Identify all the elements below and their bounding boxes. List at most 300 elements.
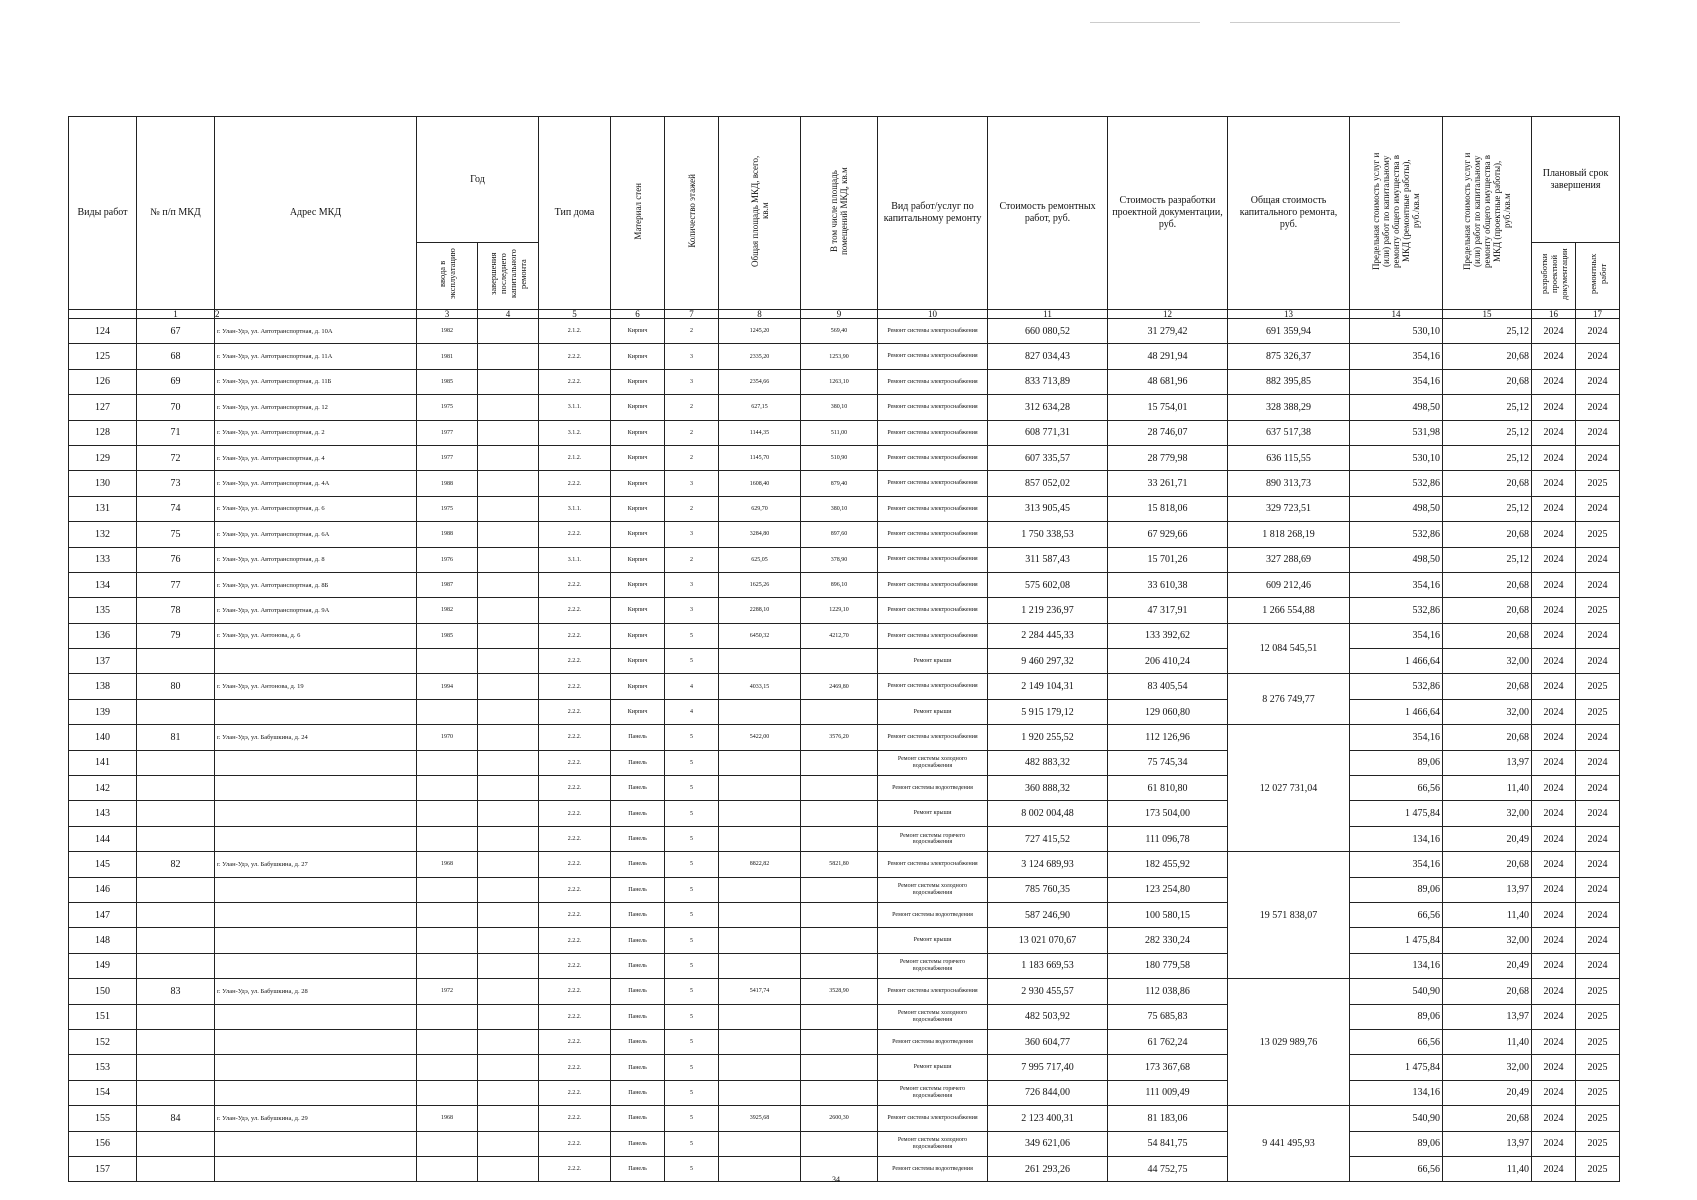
scan-artifact-top — [1090, 22, 1200, 23]
cell-area-rooms — [801, 649, 878, 674]
table-row — [69, 776, 1620, 801]
cell-area-total: 3925,68 — [719, 1106, 801, 1131]
cell-area-total — [719, 826, 801, 851]
cell-floors: 5 — [665, 1004, 719, 1029]
col-work-types: Виды работ — [69, 117, 137, 310]
cell-area-total — [719, 928, 801, 953]
cell-address — [215, 1029, 417, 1054]
cell-deadline-repair: 2024 — [1576, 547, 1620, 572]
cell-cost-repair: 313 905,45 — [988, 496, 1108, 521]
cell-house-type: 2.2.2. — [539, 598, 611, 623]
cell-row-number: 152 — [69, 1029, 137, 1054]
cell-area-total — [719, 649, 801, 674]
cell-mkd-number: 72 — [137, 445, 215, 470]
cell-area-rooms — [801, 902, 878, 927]
cell-deadline-design: 2024 — [1532, 699, 1576, 724]
cell-year-last-repair — [478, 699, 539, 724]
cell-house-type: 2.2.2. — [539, 572, 611, 597]
cell-limit-repair: 530,10 — [1350, 319, 1443, 344]
cell-year-last-repair — [478, 1004, 539, 1029]
cell-cost-total: 1 266 554,88 — [1228, 598, 1350, 623]
cell-mkd-number: 73 — [137, 471, 215, 496]
cell-area-total: 1144,35 — [719, 420, 801, 445]
col-area-rooms — [801, 117, 878, 310]
cell-deadline-repair: 2024 — [1576, 496, 1620, 521]
cell-floors: 5 — [665, 902, 719, 927]
cell-cost-design: 15 701,26 — [1108, 547, 1228, 572]
cell-cost-design: 33 610,38 — [1108, 572, 1228, 597]
cell-work-kind: Ремонт системы электроснабжения — [878, 979, 988, 1004]
cell-deadline-repair: 2025 — [1576, 1055, 1620, 1080]
cell-year-last-repair — [478, 319, 539, 344]
cell-year-entry — [417, 928, 478, 953]
cell-deadline-design: 2024 — [1532, 1029, 1576, 1054]
cell-limit-repair: 89,06 — [1350, 877, 1443, 902]
cell-work-kind: Ремонт системы горячего водоснабжения — [878, 1080, 988, 1105]
cell-wall-material: Панель — [611, 776, 665, 801]
cell-deadline-repair: 2025 — [1576, 471, 1620, 496]
cell-deadline-design: 2024 — [1532, 776, 1576, 801]
cell-mkd-number — [137, 699, 215, 724]
cell-mkd-number: 78 — [137, 598, 215, 623]
cell-limit-design: 25,12 — [1443, 445, 1532, 470]
cell-wall-material: Панель — [611, 801, 665, 826]
col-floors-label: Количество этажей — [686, 174, 697, 248]
cell-work-kind: Ремонт крыши — [878, 699, 988, 724]
cell-deadline-repair: 2025 — [1576, 1106, 1620, 1131]
col-area-total-label: Общая площадь МКД, всего, кв.м — [749, 155, 770, 267]
cell-area-rooms — [801, 1080, 878, 1105]
col-area-total — [719, 117, 801, 310]
cell-mkd-number — [137, 750, 215, 775]
cell-cost-design: 44 752,75 — [1108, 1156, 1228, 1181]
cell-year-entry — [417, 1004, 478, 1029]
cell-limit-design: 25,12 — [1443, 395, 1532, 420]
column-number: 2 — [215, 310, 417, 319]
table-row — [69, 1004, 1620, 1029]
cell-limit-repair: 531,98 — [1350, 420, 1443, 445]
cell-house-type: 2.2.2. — [539, 902, 611, 927]
cell-work-kind: Ремонт системы электроснабжения — [878, 852, 988, 877]
cell-cost-design: 81 183,06 — [1108, 1106, 1228, 1131]
cell-cost-repair: 726 844,00 — [988, 1080, 1108, 1105]
table-row — [69, 623, 1620, 648]
cell-cost-total: 13 029 989,76 — [1228, 979, 1350, 1106]
cell-deadline-design: 2024 — [1532, 445, 1576, 470]
cell-deadline-design: 2024 — [1532, 1004, 1576, 1029]
cell-mkd-number — [137, 902, 215, 927]
cell-mkd-number: 69 — [137, 369, 215, 394]
table-row — [69, 725, 1620, 750]
cell-row-number: 130 — [69, 471, 137, 496]
cell-address — [215, 1131, 417, 1156]
col-year-last-repair-label: завершения последнего капитального ремонта — [488, 249, 528, 299]
cell-deadline-repair: 2024 — [1576, 852, 1620, 877]
cell-cost-repair: 261 293,26 — [988, 1156, 1108, 1181]
cell-area-total — [719, 1029, 801, 1054]
cell-area-total: 5417,74 — [719, 979, 801, 1004]
table-row — [69, 852, 1620, 877]
column-number: 16 — [1532, 310, 1576, 319]
cell-cost-repair: 2 123 400,31 — [988, 1106, 1108, 1131]
cell-floors: 5 — [665, 852, 719, 877]
cell-limit-design: 20,68 — [1443, 623, 1532, 648]
cell-wall-material: Кирпич — [611, 522, 665, 547]
cell-floors: 2 — [665, 395, 719, 420]
cell-year-last-repair — [478, 369, 539, 394]
cell-year-entry — [417, 953, 478, 978]
cell-area-rooms: 5821,80 — [801, 852, 878, 877]
cell-year-entry: 1975 — [417, 496, 478, 521]
cell-mkd-number: 76 — [137, 547, 215, 572]
cell-address — [215, 1055, 417, 1080]
cell-floors: 2 — [665, 547, 719, 572]
cell-row-number: 144 — [69, 826, 137, 851]
cell-deadline-repair: 2024 — [1576, 649, 1620, 674]
cell-deadline-repair: 2024 — [1576, 369, 1620, 394]
cell-house-type: 2.2.2. — [539, 1131, 611, 1156]
cell-floors: 5 — [665, 953, 719, 978]
cell-year-entry: 1968 — [417, 1106, 478, 1131]
cell-cost-repair: 1 750 338,53 — [988, 522, 1108, 547]
cell-house-type: 2.2.2. — [539, 1055, 611, 1080]
cell-deadline-repair: 2025 — [1576, 1156, 1620, 1181]
cell-area-rooms: 3528,90 — [801, 979, 878, 1004]
cell-limit-repair: 134,16 — [1350, 953, 1443, 978]
cell-address: г. Улан-Удэ, ул. Автотранспортная, д. 11А — [215, 344, 417, 369]
cell-floors: 5 — [665, 928, 719, 953]
cell-year-entry: 1982 — [417, 598, 478, 623]
cell-floors: 5 — [665, 826, 719, 851]
cell-cost-repair: 360 604,77 — [988, 1029, 1108, 1054]
cell-cost-design: 180 779,58 — [1108, 953, 1228, 978]
cell-limit-design: 32,00 — [1443, 1055, 1532, 1080]
cell-floors: 2 — [665, 420, 719, 445]
cell-limit-repair: 498,50 — [1350, 395, 1443, 420]
cell-work-kind: Ремонт системы электроснабжения — [878, 445, 988, 470]
cell-address — [215, 750, 417, 775]
cell-house-type: 2.2.2. — [539, 953, 611, 978]
cell-work-kind: Ремонт системы электроснабжения — [878, 598, 988, 623]
cell-cost-repair: 5 915 179,12 — [988, 699, 1108, 724]
table-row — [69, 369, 1620, 394]
cell-year-last-repair — [478, 674, 539, 699]
col-work-kind: Вид работ/услуг по капитальному ремонту — [878, 117, 988, 310]
cell-year-entry: 1988 — [417, 471, 478, 496]
cell-wall-material: Кирпич — [611, 445, 665, 470]
col-floors — [665, 117, 719, 310]
cell-mkd-number: 74 — [137, 496, 215, 521]
cell-cost-repair: 349 621,06 — [988, 1131, 1108, 1156]
cell-cost-total: 328 388,29 — [1228, 395, 1350, 420]
cell-mkd-number — [137, 1156, 215, 1181]
cell-work-kind: Ремонт системы электроснабжения — [878, 623, 988, 648]
cell-row-number: 143 — [69, 801, 137, 826]
column-number — [69, 310, 137, 319]
cell-house-type: 2.2.2. — [539, 522, 611, 547]
cell-year-last-repair — [478, 420, 539, 445]
cell-cost-design: 75 685,83 — [1108, 1004, 1228, 1029]
col-limit-repair — [1350, 117, 1443, 310]
cell-year-last-repair — [478, 979, 539, 1004]
cell-address: г. Улан-Удэ, ул. Автотранспортная, д. 6 — [215, 496, 417, 521]
cell-mkd-number — [137, 953, 215, 978]
cell-cost-design: 111 009,49 — [1108, 1080, 1228, 1105]
table-row — [69, 496, 1620, 521]
cell-work-kind: Ремонт системы электроснабжения — [878, 725, 988, 750]
cell-limit-repair: 532,86 — [1350, 471, 1443, 496]
cell-wall-material: Кирпич — [611, 623, 665, 648]
col-cost-design: Стоимость разработки проектной документации, руб. — [1108, 117, 1228, 310]
cell-house-type: 2.1.2. — [539, 319, 611, 344]
cell-area-total — [719, 1004, 801, 1029]
col-deadline-design — [1532, 243, 1576, 310]
cell-year-last-repair — [478, 344, 539, 369]
table-row — [69, 902, 1620, 927]
cell-address — [215, 776, 417, 801]
cell-limit-repair: 1 466,64 — [1350, 699, 1443, 724]
cell-wall-material: Панель — [611, 725, 665, 750]
cell-house-type: 2.2.2. — [539, 877, 611, 902]
col-deadline-repair-label: ремонтных работ — [1587, 253, 1608, 295]
col-year: Год — [417, 117, 539, 243]
cell-limit-repair: 66,56 — [1350, 1029, 1443, 1054]
cell-mkd-number: 84 — [137, 1106, 215, 1131]
cell-cost-design: 15 818,06 — [1108, 496, 1228, 521]
cell-mkd-number — [137, 801, 215, 826]
cell-house-type: 2.2.2. — [539, 725, 611, 750]
cell-deadline-design: 2024 — [1532, 420, 1576, 445]
cell-cost-design: 28 746,07 — [1108, 420, 1228, 445]
cell-year-last-repair — [478, 623, 539, 648]
cell-mkd-number: 70 — [137, 395, 215, 420]
cell-cost-repair: 587 246,90 — [988, 902, 1108, 927]
col-address: Адрес МКД — [215, 117, 417, 310]
cell-mkd-number: 68 — [137, 344, 215, 369]
cell-house-type: 2.1.2. — [539, 445, 611, 470]
cell-limit-repair: 1 475,84 — [1350, 801, 1443, 826]
cell-limit-repair: 354,16 — [1350, 623, 1443, 648]
cell-year-last-repair — [478, 522, 539, 547]
cell-deadline-design: 2024 — [1532, 1131, 1576, 1156]
cell-deadline-repair: 2025 — [1576, 1029, 1620, 1054]
cell-limit-design: 25,12 — [1443, 319, 1532, 344]
col-deadline-design-label: разработки проектной документации — [1538, 248, 1569, 300]
cell-year-entry: 1970 — [417, 725, 478, 750]
column-number: 4 — [478, 310, 539, 319]
cell-row-number: 147 — [69, 902, 137, 927]
cell-deadline-design: 2024 — [1532, 598, 1576, 623]
cell-limit-repair: 89,06 — [1350, 750, 1443, 775]
cell-area-total: 4033,15 — [719, 674, 801, 699]
col-year-entry — [417, 243, 478, 310]
cell-address: г. Улан-Удэ, ул. Антонова, д. 19 — [215, 674, 417, 699]
cell-year-last-repair — [478, 445, 539, 470]
cell-deadline-design: 2024 — [1532, 674, 1576, 699]
cell-work-kind: Ремонт системы электроснабжения — [878, 471, 988, 496]
cell-cost-total: 8 276 749,77 — [1228, 674, 1350, 725]
table-row — [69, 979, 1620, 1004]
cell-limit-design: 20,68 — [1443, 369, 1532, 394]
table-row — [69, 344, 1620, 369]
cell-cost-design: 47 317,91 — [1108, 598, 1228, 623]
cell-address — [215, 902, 417, 927]
cell-wall-material: Панель — [611, 902, 665, 927]
cell-cost-total: 890 313,73 — [1228, 471, 1350, 496]
cell-wall-material: Кирпич — [611, 395, 665, 420]
cell-deadline-design: 2024 — [1532, 750, 1576, 775]
cell-cost-repair: 2 284 445,33 — [988, 623, 1108, 648]
cell-area-rooms: 4212,70 — [801, 623, 878, 648]
cell-year-entry — [417, 1029, 478, 1054]
column-number: 14 — [1350, 310, 1443, 319]
table-row — [69, 699, 1620, 724]
cell-limit-repair: 66,56 — [1350, 776, 1443, 801]
cell-row-number: 134 — [69, 572, 137, 597]
cell-deadline-repair: 2025 — [1576, 979, 1620, 1004]
cell-row-number: 154 — [69, 1080, 137, 1105]
cell-deadline-repair: 2024 — [1576, 420, 1620, 445]
cell-wall-material: Кирпич — [611, 649, 665, 674]
cell-cost-repair: 833 713,89 — [988, 369, 1108, 394]
cell-cost-repair: 660 080,52 — [988, 319, 1108, 344]
cell-year-last-repair — [478, 1131, 539, 1156]
cell-house-type: 2.2.2. — [539, 1106, 611, 1131]
cell-area-total: 1245,20 — [719, 319, 801, 344]
cell-deadline-design: 2024 — [1532, 725, 1576, 750]
cell-deadline-repair: 2024 — [1576, 801, 1620, 826]
cell-wall-material: Панель — [611, 750, 665, 775]
cell-cost-repair: 608 771,31 — [988, 420, 1108, 445]
table-row — [69, 395, 1620, 420]
col-deadline: Плановый срок завершения — [1532, 117, 1620, 243]
cell-year-entry — [417, 801, 478, 826]
cell-row-number: 129 — [69, 445, 137, 470]
cell-cost-repair: 482 883,32 — [988, 750, 1108, 775]
cell-year-entry: 1988 — [417, 522, 478, 547]
cell-deadline-design: 2024 — [1532, 801, 1576, 826]
cell-area-total — [719, 953, 801, 978]
col-limit-design — [1443, 117, 1532, 310]
cell-deadline-design: 2024 — [1532, 1055, 1576, 1080]
cell-work-kind: Ремонт системы электроснабжения — [878, 496, 988, 521]
cell-deadline-repair: 2024 — [1576, 902, 1620, 927]
cell-deadline-repair: 2025 — [1576, 1131, 1620, 1156]
cell-address: г. Улан-Удэ, ул. Автотранспортная, д. 4 — [215, 445, 417, 470]
column-number: 15 — [1443, 310, 1532, 319]
col-wall-material — [611, 117, 665, 310]
cell-house-type: 3.1.1. — [539, 395, 611, 420]
cell-wall-material: Панель — [611, 877, 665, 902]
cell-address — [215, 1004, 417, 1029]
cell-area-rooms — [801, 877, 878, 902]
cell-cost-repair: 482 503,92 — [988, 1004, 1108, 1029]
cell-deadline-repair: 2024 — [1576, 319, 1620, 344]
table-row — [69, 674, 1620, 699]
cell-limit-design: 25,12 — [1443, 496, 1532, 521]
cell-house-type: 2.2.2. — [539, 1004, 611, 1029]
col-area-rooms-label: В том числе площадь помещений МКД, кв.м — [829, 167, 850, 255]
column-number: 10 — [878, 310, 988, 319]
cell-deadline-repair: 2025 — [1576, 522, 1620, 547]
cell-cost-total: 12 084 545,51 — [1228, 623, 1350, 674]
cell-mkd-number: 71 — [137, 420, 215, 445]
cell-mkd-number — [137, 1004, 215, 1029]
cell-cost-design: 75 745,34 — [1108, 750, 1228, 775]
cell-floors: 5 — [665, 750, 719, 775]
cell-cost-design: 54 841,75 — [1108, 1131, 1228, 1156]
cell-address: г. Улан-Удэ, ул. Антонова, д. 6 — [215, 623, 417, 648]
cell-address: г. Улан-Удэ, ул. Автотранспортная, д. 12 — [215, 395, 417, 420]
cell-cost-design: 100 580,15 — [1108, 902, 1228, 927]
cell-cost-repair: 2 149 104,31 — [988, 674, 1108, 699]
cell-house-type: 2.2.2. — [539, 623, 611, 648]
cell-year-entry — [417, 1080, 478, 1105]
cell-row-number: 151 — [69, 1004, 137, 1029]
cell-year-entry — [417, 1055, 478, 1080]
cell-wall-material: Кирпич — [611, 420, 665, 445]
cell-year-last-repair — [478, 928, 539, 953]
cell-mkd-number — [137, 1055, 215, 1080]
cell-cost-repair: 827 034,43 — [988, 344, 1108, 369]
cell-floors: 5 — [665, 877, 719, 902]
cell-cost-total: 327 288,69 — [1228, 547, 1350, 572]
cell-limit-design: 32,00 — [1443, 801, 1532, 826]
cell-work-kind: Ремонт крыши — [878, 928, 988, 953]
column-number: 12 — [1108, 310, 1228, 319]
cell-address: г. Улан-Удэ, ул. Бабушкина, д. 27 — [215, 852, 417, 877]
cell-cost-design: 173 504,00 — [1108, 801, 1228, 826]
cell-cost-total: 882 395,85 — [1228, 369, 1350, 394]
table-row — [69, 319, 1620, 344]
column-number: 8 — [719, 310, 801, 319]
cell-address: г. Улан-Удэ, ул. Бабушкина, д. 24 — [215, 725, 417, 750]
cell-deadline-repair: 2024 — [1576, 953, 1620, 978]
cell-year-entry: 1972 — [417, 979, 478, 1004]
cell-area-total — [719, 877, 801, 902]
cell-cost-repair: 1 183 669,53 — [988, 953, 1108, 978]
cell-cost-design: 15 754,01 — [1108, 395, 1228, 420]
cell-mkd-number — [137, 649, 215, 674]
cell-cost-total: 1 818 268,19 — [1228, 522, 1350, 547]
col-cost-repair: Стоимость ремонтных работ, руб. — [988, 117, 1108, 310]
cell-cost-design: 282 330,24 — [1108, 928, 1228, 953]
cell-house-type: 2.2.2. — [539, 801, 611, 826]
cell-deadline-design: 2024 — [1532, 547, 1576, 572]
cell-floors: 5 — [665, 623, 719, 648]
cell-deadline-repair: 2024 — [1576, 776, 1620, 801]
cell-area-rooms: 1263,10 — [801, 369, 878, 394]
cell-year-entry — [417, 1131, 478, 1156]
cell-area-rooms: 2469,80 — [801, 674, 878, 699]
cell-house-type: 2.2.2. — [539, 1080, 611, 1105]
column-number: 13 — [1228, 310, 1350, 319]
cell-wall-material: Кирпич — [611, 496, 665, 521]
cell-area-rooms: 511,00 — [801, 420, 878, 445]
cell-row-number: 141 — [69, 750, 137, 775]
column-number-row — [69, 310, 1620, 319]
cell-area-rooms — [801, 1131, 878, 1156]
column-number: 11 — [988, 310, 1108, 319]
cell-deadline-design: 2024 — [1532, 471, 1576, 496]
cell-work-kind: Ремонт системы холодного водоснабжения — [878, 1131, 988, 1156]
cell-area-rooms: 569,40 — [801, 319, 878, 344]
cell-cost-design: 182 455,92 — [1108, 852, 1228, 877]
cell-mkd-number — [137, 1131, 215, 1156]
cell-area-total: 5422,00 — [719, 725, 801, 750]
cell-work-kind: Ремонт системы холодного водоснабжения — [878, 1004, 988, 1029]
cell-limit-repair: 498,50 — [1350, 547, 1443, 572]
